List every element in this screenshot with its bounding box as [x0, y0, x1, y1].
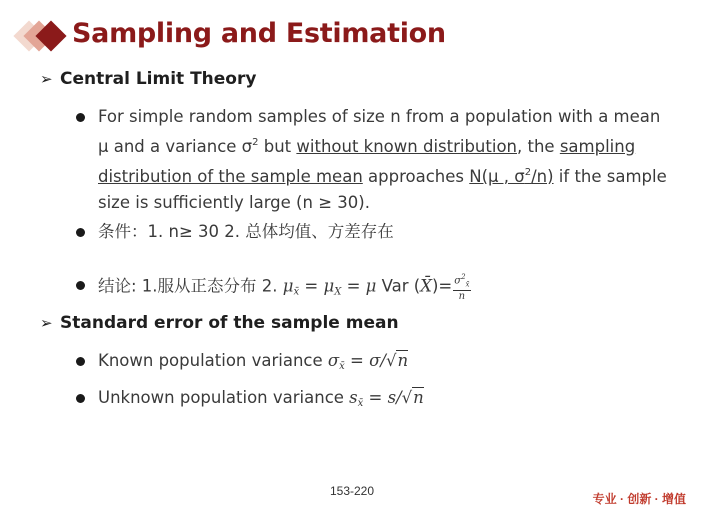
- bullet-conditions: 条件：1. n≥ 30 2. 总体均值、方差存在: [78, 219, 668, 245]
- section-heading-clt: ➢ Central Limit Theory: [40, 69, 257, 89]
- page-title: Sampling and Estimation: [72, 18, 446, 49]
- section-heading-standard-error: ➢ Standard error of the sample mean: [40, 313, 399, 333]
- arrow-bullet-icon: ➢: [40, 314, 53, 332]
- page-number: 153-220: [329, 484, 375, 498]
- bullet-conclusion: 结论: 1.服从正态分布 2. $\mu_{x̄} = \mu_X = \mu$ Var (X̄)= $\frac{\sigma^2_{x̄}}{n}$: [78, 272, 668, 306]
- arrow-bullet-icon: ➢: [40, 70, 53, 88]
- bullet-clt-definition: For simple random samples of size n from a population with a mean μ and a variance $\sigma^2$ but without known distribution, the sampling distribution of the sample mean approaches N(μ , $\sigma^2/n$) if the sample size is sufficiently large (n ≥ 30).: [78, 104, 668, 216]
- diamond-logo-icon: [12, 18, 70, 58]
- bullet-unknown-variance: Unknown population variance $s_{x̄} = s/√n$: [78, 385, 668, 417]
- bullet-known-variance: Known population variance $\sigma_{x̄} = \sigma/√n$: [78, 348, 668, 380]
- brand-slogan: 专业 · 创新 · 增值: [592, 492, 686, 506]
- variance-fraction: $\frac{\sigma^2_{x̄}}{n}$: [454, 273, 470, 303]
